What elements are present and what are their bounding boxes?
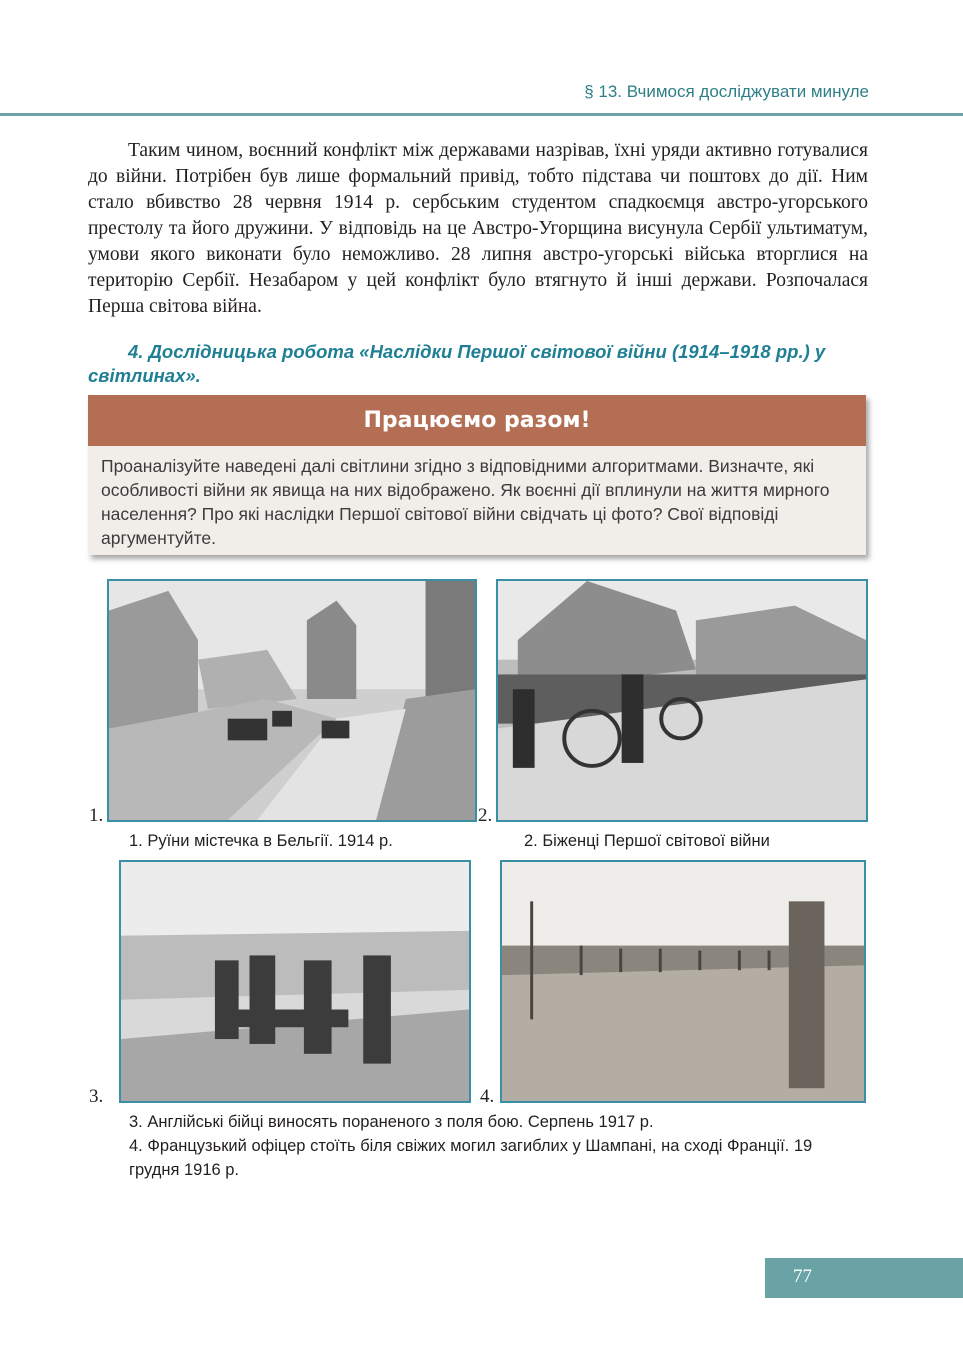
caption-1: 1. Руїни містечка в Бельгії. 1914 р.: [129, 832, 393, 850]
panel-text: Проаналізуйте наведені далі світлини згідно з відповідними алгоритмами. Визначте, які особливості війни як явища на них відображено. Як воєнні дії вплинули на життя мирного населення? Про які наслідки Першої світової війни свідчать ці фото? Свої відповіді аргументуйте.: [101, 456, 830, 548]
photo-number-2: 2.: [478, 805, 493, 826]
photo-french-officer-graves: [500, 860, 866, 1103]
header-divider: [0, 113, 963, 116]
photo-number-4: 4.: [480, 1086, 495, 1107]
body-paragraph: Таким чином, воєнний конфлікт між державами назрівав, їхні уряди активно готувалися до війни. Потрібен був лише формальний привід, тобто підстава чи поштовх до дії. Ним стало вбивство 28 червня 1914 р. сербським студентом спадкоємця австро-угорського престолу та його дружини. У відповідь на це Австро-Угорщина висунула Сербії ультиматум, умови якого виконати було неможливо. 28 липня австро-угорські війська вторглися на територію Сербії. Незабаром у цей конфлікт було втягнуто й інші держави. Розпочалася Перша світова війна.: [88, 140, 868, 317]
section-header-title: § 13. Вчимося досліджувати минуле: [584, 82, 869, 101]
panel-title: Працюємо разом!: [88, 395, 866, 446]
photo-number-3: 3.: [89, 1086, 104, 1107]
page-number: 77: [793, 1266, 812, 1287]
caption-2: 2. Біженці Першої світової війни: [524, 832, 770, 850]
photo-number-1: 1.: [89, 805, 104, 826]
photo-refugees: [496, 579, 868, 822]
photo-soldiers-wounded: [119, 860, 471, 1103]
caption-4: 4. Французький офіцер стоїть біля свіжих могил загиблих у Шампані, на сході Франції. 19 грудня 1916 р.: [129, 1137, 813, 1179]
photo-ruins-belgium: [107, 579, 477, 822]
work-together-panel: [88, 395, 866, 555]
caption-3: 3. Англійські бійці виносять пораненого з поля бою. Серпень 1917 р.: [129, 1113, 654, 1131]
research-heading: 4. Дослідницька робота «Наслідки Першої світової війни (1914–1918 рр.) у світлинах».: [88, 341, 826, 386]
